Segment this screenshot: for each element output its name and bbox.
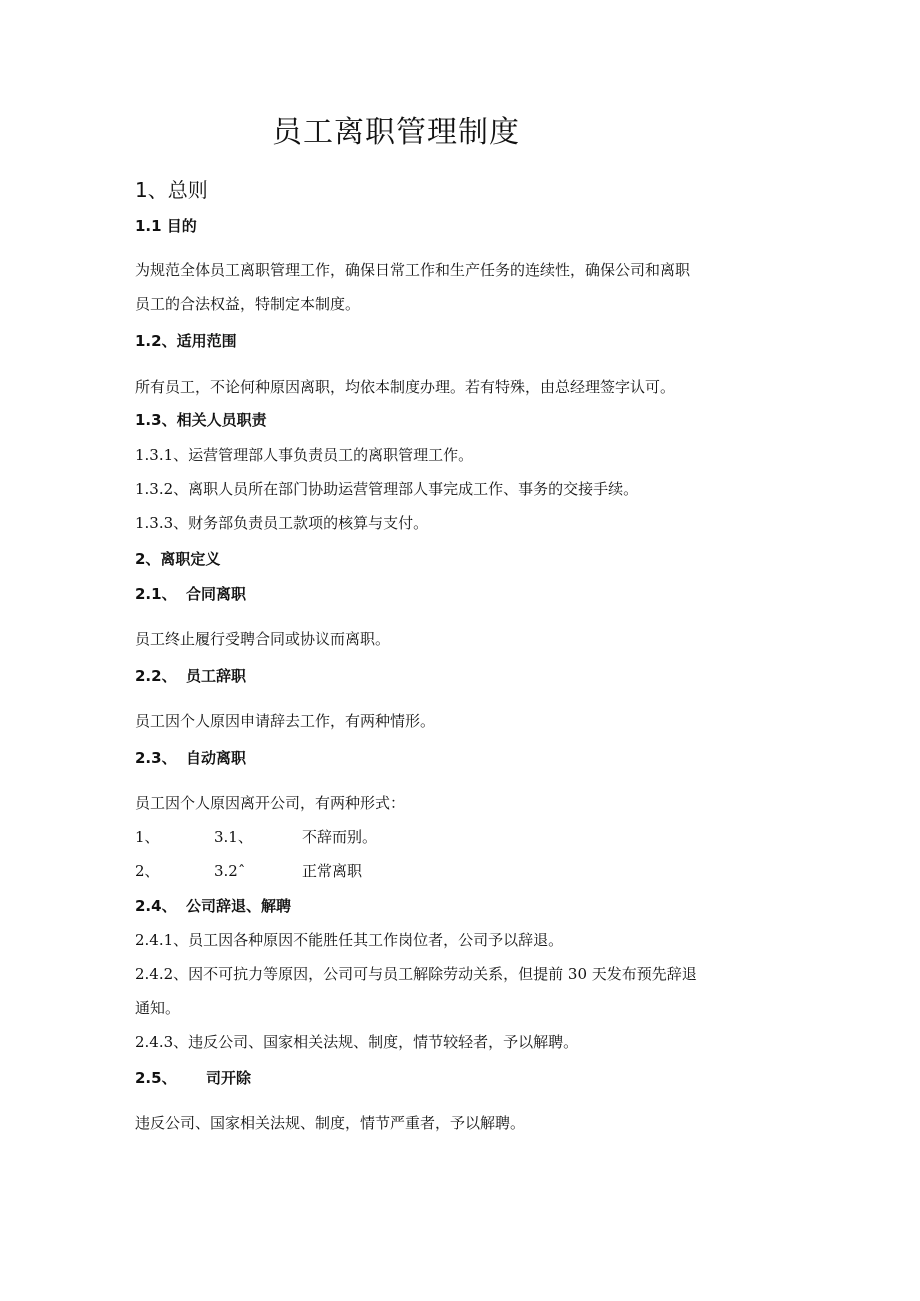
section-2-heading: 2、离职定义 — [135, 550, 221, 568]
paragraph-1-2: 所有员工，不论何种原因离职，均依本制度办理。若有特殊，由总经理签字认可。 — [135, 378, 676, 396]
paragraph-2-1: 员工终止履行受聘合同或协议而离职。 — [135, 630, 391, 648]
section-2-5-number: 2.5、 — [135, 1069, 177, 1087]
paragraph-2-4-1: 2.4.1、员工因各种原因不能胜任其工作岗位者，公司予以辞退。 — [135, 931, 564, 949]
section-1-1-heading: 1.1 目的 — [135, 217, 197, 235]
paragraph-1-3-2: 1.3.2、离职人员所在部门协助运营管理部人事完成工作、事务的交接手续。 — [135, 480, 639, 498]
paragraph-2-4-2-line-1: 2.4.2、因不可抗力等原因，公司可与员工解除劳动关系，但提前 30 天发布预先辞退 — [135, 965, 697, 983]
section-1-3-heading: 1.3、相关人员职责 — [135, 411, 267, 429]
section-2-5-heading: 司开除 — [206, 1069, 252, 1087]
paragraph-2-3: 员工因个人原因离开公司，有两种形式： — [135, 794, 406, 812]
list-item-2-text: 正常离职 — [302, 862, 363, 880]
paragraph-1-1-line-2: 员工的合法权益，特制定本制度。 — [135, 295, 361, 313]
paragraph-2-2: 员工因个人原因申请辞去工作，有两种情形。 — [135, 712, 436, 730]
paragraph-1-3-1: 1.3.1、运营管理部人事负责员工的离职管理工作。 — [135, 446, 474, 464]
document-title: 员工离职管理制度 — [272, 115, 520, 150]
section-2-4-number: 2.4、 — [135, 897, 177, 915]
list-item-1-marker: 1、 — [135, 828, 160, 846]
section-1-2-heading: 1.2、适用范围 — [135, 332, 237, 350]
section-2-1-number: 2.1、 — [135, 585, 177, 603]
paragraph-2-5: 违反公司、国家相关法规、制度，情节严重者，予以解聘。 — [135, 1114, 526, 1132]
list-item-2-marker: 2、 — [135, 862, 160, 880]
list-item-1-number: 3.1、 — [214, 828, 253, 846]
section-2-2-number: 2.2、 — [135, 667, 177, 685]
paragraph-2-4-2-line-2: 通知。 — [135, 999, 181, 1017]
section-2-3-number: 2.3、 — [135, 749, 177, 767]
section-2-1-heading: 合同离职 — [186, 585, 247, 603]
section-2-3-heading: 自动离职 — [186, 749, 247, 767]
paragraph-2-4-3: 2.4.3、违反公司、国家相关法规、制度，情节较轻者，予以解聘。 — [135, 1033, 579, 1051]
section-1-heading: 1、总则 — [135, 178, 208, 202]
section-2-2-heading: 员工辞职 — [186, 667, 247, 685]
list-item-2-number: 3.2ˆ — [214, 862, 246, 880]
paragraph-1-3-3: 1.3.3、财务部负责员工款项的核算与支付。 — [135, 514, 429, 532]
list-item-1-text: 不辞而别。 — [302, 828, 378, 846]
section-2-4-heading: 公司辞退、解聘 — [186, 897, 292, 915]
paragraph-1-1-line-1: 为规范全体员工离职管理工作，确保日常工作和生产任务的连续性，确保公司和离职 — [135, 261, 691, 279]
